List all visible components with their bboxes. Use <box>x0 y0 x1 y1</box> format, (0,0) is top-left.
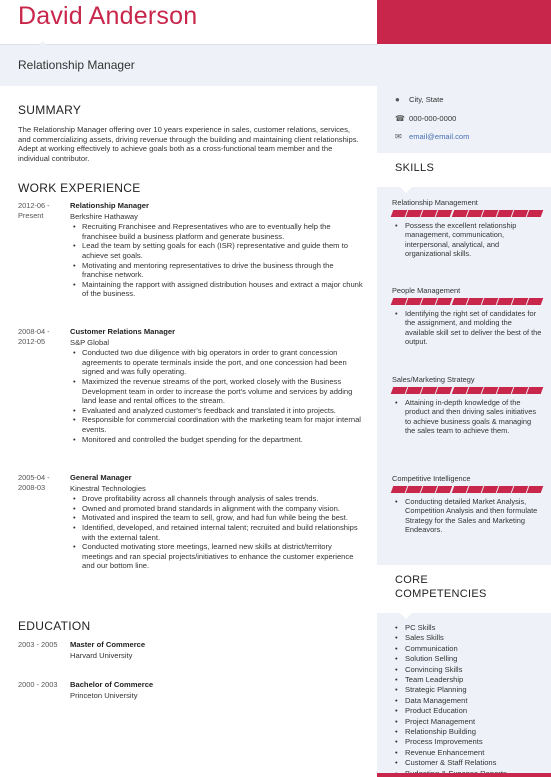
experience-company: S&P Global <box>70 337 110 347</box>
skill-block <box>392 198 542 259</box>
education-school: Harvard University <box>70 650 133 660</box>
experience-bullet: • Maximized the revenue streams of the port, worked closely with the Business Development team in order to increase the port's volume and services by adding land lease and rental offices to the stream. <box>70 377 363 406</box>
competency-item: • Convincing Skills <box>395 665 507 675</box>
education-dates: 2003 - 2005 <box>18 640 58 649</box>
skill-bullets <box>392 497 542 535</box>
experience-bullet: • Lead the team by setting goals for each (ISR) representative and guide them to achieve set goals. <box>70 241 363 260</box>
competencies-heading-line1: CORE <box>395 574 428 586</box>
skill-level-segment <box>512 210 528 217</box>
skill-level-segment <box>497 486 513 493</box>
header-accent-block <box>377 0 551 44</box>
experience-bullets <box>70 222 363 299</box>
skill-name: Relationship Management <box>392 198 478 207</box>
skill-name: Competitive Intelligence <box>392 474 471 483</box>
education-school: Princeton University <box>70 690 138 700</box>
education-body <box>70 680 363 700</box>
skill-level-segment <box>467 486 483 493</box>
competencies-heading-notch <box>400 613 412 619</box>
skill-level-segment <box>436 210 452 217</box>
competency-item: • Communication <box>395 644 507 654</box>
experience-bullet: • Monitored and controlled the budget spending for the department. <box>70 435 363 445</box>
skill-bullet: • Possess the excellent relationship management, communication, interpersonal, analytical, and organizational skills. <box>392 221 542 259</box>
footer-accent-bar <box>377 773 551 777</box>
experience-dates: 2005-04 - 2008-03 <box>18 473 50 492</box>
competency-item: • Sales Skills <box>395 633 507 643</box>
skill-level-segment <box>406 387 422 394</box>
competencies-heading-line2: COMPETENCIES <box>395 588 487 600</box>
skill-level-segment <box>482 210 498 217</box>
skill-bullets <box>392 221 542 259</box>
competency-item: • Product Education <box>395 706 507 716</box>
skill-level-segment <box>497 387 513 394</box>
experience-bullet: • Motivated and inspired the team to sell, grow, and had fun while being the best. <box>70 513 363 523</box>
skill-level-segment <box>406 210 422 217</box>
phone-icon: ☎ <box>395 114 405 123</box>
skill-level-segment <box>512 298 528 305</box>
skill-bullet: • Identifying the right set of candidates for the assignment, and molding the available skill set to deliver the best of the output. <box>392 309 542 347</box>
email-link[interactable]: email@email.com <box>409 132 470 141</box>
contact-location: ● City, State <box>395 95 444 104</box>
experience-bullet: • Evaluated and analyzed customer's feedback and translated it into projects. <box>70 406 363 416</box>
experience-bullet: • Conducted two due diligence with big operators in order to grant concession agreements to operate terminals inside the port, and one concession had been signed and was fully operating. <box>70 348 363 377</box>
experience-role: General Manager <box>70 473 132 482</box>
experience-bullet: • Motivating and mentoring representatives to drive the business through the franchise network. <box>70 261 363 280</box>
candidate-name: David Anderson <box>18 2 198 30</box>
skill-level-segment <box>451 210 467 217</box>
skill-level-segment <box>391 210 407 217</box>
experience-body <box>70 201 363 299</box>
skill-level-segment <box>391 387 407 394</box>
skill-level-segment <box>391 298 407 305</box>
experience-dates: 2012-06 - Present <box>18 201 50 220</box>
education-dates: 2000 - 2003 <box>18 680 58 689</box>
skill-bullet: • Attaining in-depth knowledge of the product and then driving sales initiatives to achieve business goals & managing the sales team to achieve them. <box>392 398 542 436</box>
skill-level-segment <box>391 486 407 493</box>
skill-level-segment <box>512 486 528 493</box>
contact-phone: ☎ 000-000-0000 <box>395 114 457 123</box>
education-body <box>70 640 363 660</box>
skills-heading-band <box>377 153 551 187</box>
summary-text: The Relationship Manager offering over 10 years experience in sales, customer relations, services, and commercializing assets, driving revenue through the building and maintaining client relationships. Adept at working effectively to achieve goals both as a cross-functional team member and the individual contributor. <box>18 125 359 163</box>
skill-level-bar <box>392 387 542 394</box>
competency-item: • Data Management <box>395 696 507 706</box>
experience-bullets <box>70 348 363 444</box>
skill-level-bar <box>392 210 542 217</box>
job-title: Relationship Manager <box>18 58 135 72</box>
skill-block <box>392 474 542 535</box>
contact-email[interactable] <box>395 132 469 141</box>
map-pin-icon: ● <box>395 95 400 104</box>
skill-block <box>392 286 542 347</box>
skills-heading-notch <box>400 187 412 193</box>
skill-level-segment <box>451 298 467 305</box>
competencies-heading-band <box>377 565 551 613</box>
competency-item: • Relationship Building <box>395 727 507 737</box>
skill-level-segment <box>406 486 422 493</box>
title-notch <box>36 41 50 48</box>
skill-level-segment <box>467 298 483 305</box>
experience-company: Kinestral Technologies <box>70 483 146 493</box>
skill-level-segment <box>482 387 498 394</box>
skill-level-segment <box>497 210 513 217</box>
education-degree: Master of Commerce <box>70 640 146 649</box>
skill-level-segment <box>436 486 452 493</box>
education-heading: EDUCATION <box>18 619 91 633</box>
competency-item: • Revenue Enhancement <box>395 748 507 758</box>
experience-body <box>70 327 363 444</box>
experience-role: Relationship Manager <box>70 201 149 210</box>
experience-role: Customer Relations Manager <box>70 327 176 336</box>
experience-bullet: • Owned and promoted brand standards in alignment with the company vision. <box>70 504 363 514</box>
competency-item: • Strategic Planning <box>395 685 507 695</box>
skill-level-bar <box>392 298 542 305</box>
competency-item: • PC Skills <box>395 623 507 633</box>
skill-block <box>392 375 542 436</box>
competencies-list <box>395 623 507 777</box>
experience-company: Berkshire Hathaway <box>70 211 138 221</box>
skill-level-segment <box>512 387 528 394</box>
skill-name: People Management <box>392 286 461 295</box>
skill-level-segment <box>527 387 543 394</box>
skill-level-segment <box>451 486 467 493</box>
experience-bullet: • Responsible for commercial coordination with the marketing team for major internal events. <box>70 415 363 434</box>
competency-item: • Customer & Staff Relations <box>395 758 507 768</box>
skill-level-segment <box>482 298 498 305</box>
experience-dates: 2008-04 - 2012-05 <box>18 327 50 346</box>
skill-level-segment <box>482 486 498 493</box>
competency-item: • Project Management <box>395 717 507 727</box>
skill-level-segment <box>436 387 452 394</box>
skill-level-segment <box>451 387 467 394</box>
envelope-icon: ✉ <box>395 132 402 141</box>
skills-heading: SKILLS <box>395 162 435 174</box>
skill-level-bar <box>392 486 542 493</box>
experience-bullet: • Conducted motivating store meetings, learned new skills at district/territory meetings and ran special projects/initiatives to enhance the customer experience and our bottom line. <box>70 542 363 571</box>
skill-level-segment <box>527 298 543 305</box>
competency-item: • Team Leadership <box>395 675 507 685</box>
experience-bullets <box>70 494 363 571</box>
summary-heading: SUMMARY <box>18 103 82 117</box>
experience-bullet: • Drove profitability across all channels through analysis of sales trends. <box>70 494 363 504</box>
skill-bullets <box>392 398 542 436</box>
experience-bullet: • Maintaining the rapport with assigned distribution houses and extract a major chunk of the business. <box>70 280 363 299</box>
competency-item: • Process Improvements <box>395 737 507 747</box>
education-degree: Bachelor of Commerce <box>70 680 154 689</box>
skill-level-segment <box>467 210 483 217</box>
skill-level-segment <box>527 210 543 217</box>
experience-bullet: • Identified, developed, and retained internal talent; recruited and build relationships with the external talent. <box>70 523 363 542</box>
competency-item: • Solution Selling <box>395 654 507 664</box>
skill-name: Sales/Marketing Strategy <box>392 375 475 384</box>
skill-level-segment <box>497 298 513 305</box>
skill-level-segment <box>406 298 422 305</box>
skill-level-segment <box>527 486 543 493</box>
experience-bullet: • Recruiting Franchisee and Representatives who are to eventually help the franchisee build a business platform and generate business. <box>70 222 363 241</box>
skill-level-segment <box>467 387 483 394</box>
experience-body <box>70 473 363 571</box>
skill-bullet: • Conducting detailed Market Analysis, Competition Analysis and then formulate Strategy for the Sales and Marketing Endeavors. <box>392 497 542 535</box>
skill-level-segment <box>436 298 452 305</box>
experience-heading: WORK EXPERIENCE <box>18 181 141 195</box>
skill-bullets <box>392 309 542 347</box>
